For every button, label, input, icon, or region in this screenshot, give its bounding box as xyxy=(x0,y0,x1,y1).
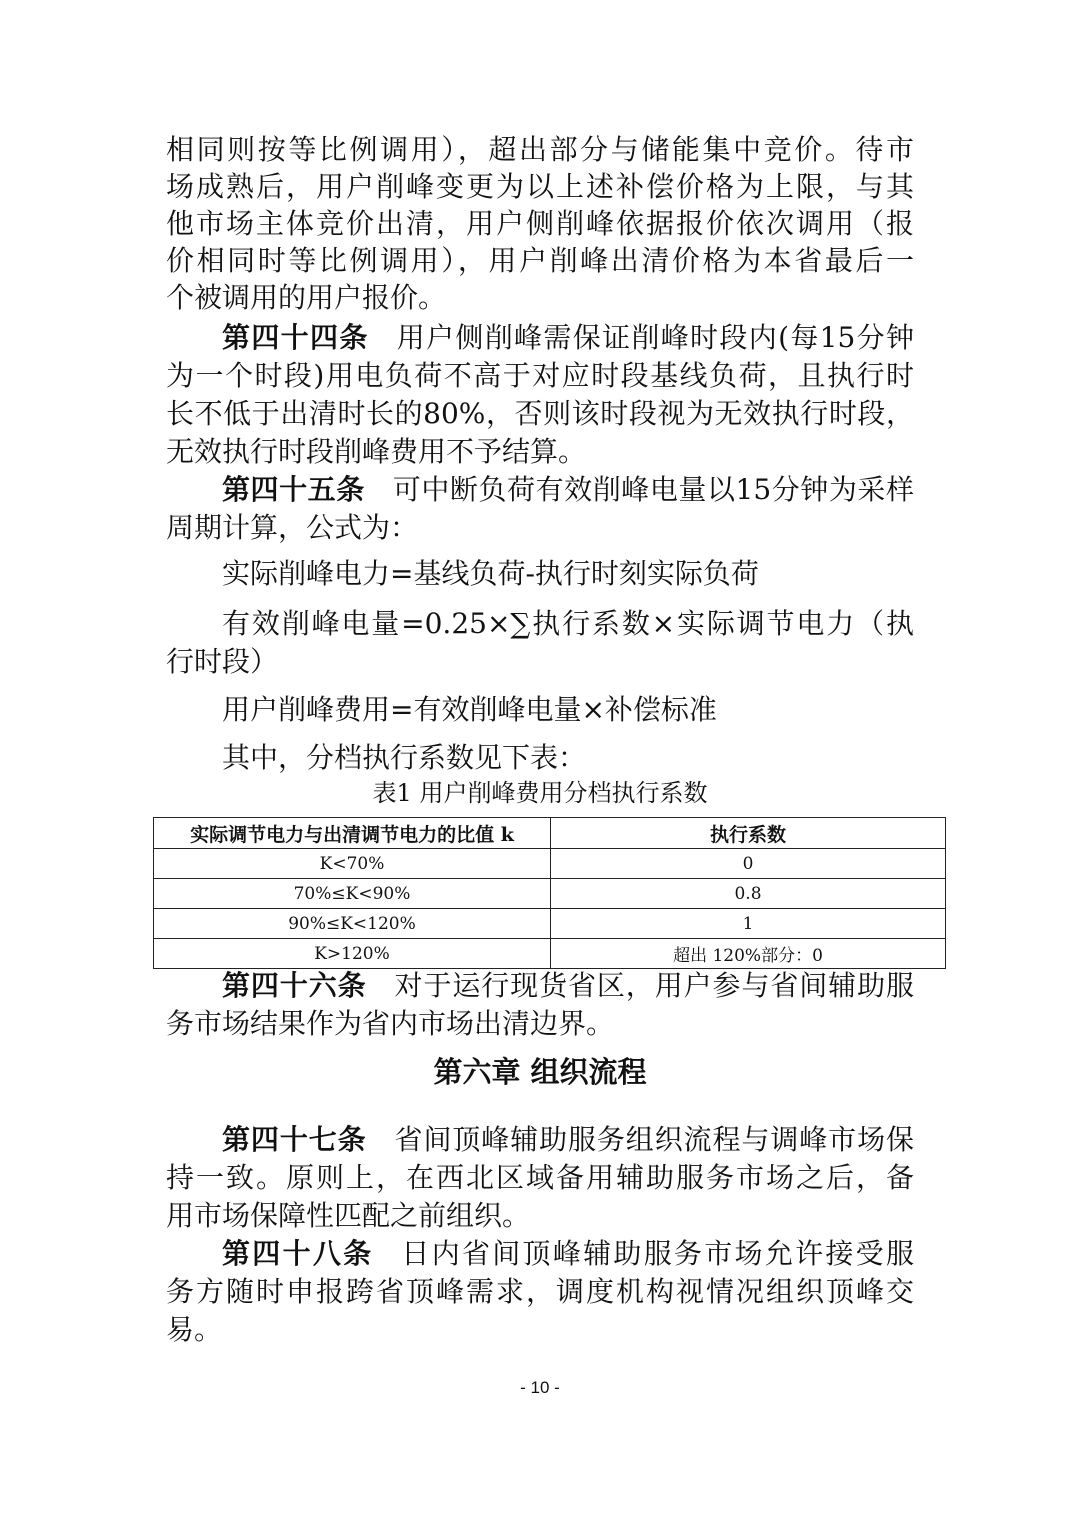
para-line: 个被调用的用户报价。 xyxy=(166,281,447,314)
article-44-text: 用户侧削峰需保证削峰时段内(每15分钟 xyxy=(396,321,914,354)
article-47-first-line xyxy=(222,1122,914,1158)
article-48-first-line xyxy=(222,1236,914,1272)
article-44-line: 为一个时段)用电负荷不高于对应时段基线负荷，且执行时 xyxy=(166,359,914,392)
formula-actual-peak-power: 实际削峰电力=基线负荷-执行时刻实际负荷 xyxy=(222,557,759,590)
article-44-line: 无效执行时段削峰费用不予结算。 xyxy=(166,435,587,468)
table-cell-coefficient: 超出 120%部分：0 xyxy=(551,939,946,969)
para-line: 相同则按等比例调用），超出部分与储能集中竞价。待市 xyxy=(166,133,914,166)
table-header-row xyxy=(154,818,946,849)
table-cell-coefficient: 1 xyxy=(551,909,946,939)
formula-user-fee: 用户削峰费用=有效削峰电量×补偿标准 xyxy=(222,693,717,726)
article-46-text: 对于运行现货省区，用户参与省间辅助服 xyxy=(394,969,914,1002)
table-cell-ratio: K>120% xyxy=(154,939,551,969)
article-44-label: 第四十四条 xyxy=(222,321,369,354)
formula-effective-energy-cont: 行时段） xyxy=(166,645,279,678)
article-48-label: 第四十八条 xyxy=(222,1237,374,1270)
article-47-text: 省间顶峰辅助服务组织流程与调峰市场保 xyxy=(394,1123,914,1156)
page-number: - 10 - xyxy=(520,1378,560,1397)
table-cell-coefficient: 0.8 xyxy=(551,879,946,909)
table-header-ratio: 实际调节电力与出清调节电力的比值 k xyxy=(154,818,551,849)
table-caption: 表1 用户削峰费用分档执行系数 xyxy=(372,779,708,807)
article-48-line: 易。 xyxy=(166,1313,223,1346)
table-cell-ratio: K<70% xyxy=(154,849,551,879)
article-48-text: 日内省间顶峰辅助服务市场允许接受服 xyxy=(401,1237,914,1270)
article-47-label: 第四十七条 xyxy=(222,1123,367,1156)
article-44-line: 长不低于出清时长的80%，否则该时段视为无效执行时段， xyxy=(166,397,914,430)
article-45-text: 可中断负荷有效削峰电量以15分钟为采样 xyxy=(392,473,914,506)
article-44-first-line xyxy=(222,320,914,356)
article-45-label: 第四十五条 xyxy=(222,473,365,506)
article-46-label: 第四十六条 xyxy=(222,969,367,1002)
table-intro: 其中，分档执行系数见下表： xyxy=(222,741,587,774)
para-line: 他市场主体竞价出清，用户侧削峰依据报价依次调用（报 xyxy=(166,207,914,240)
table-header-coefficient: 执行系数 xyxy=(551,818,946,849)
formula-effective-energy: 有效削峰电量=0.25×∑执行系数×实际调节电力（执 xyxy=(222,607,914,640)
article-45-line: 周期计算，公式为： xyxy=(166,511,419,544)
table-cell-ratio: 70%≤K<90% xyxy=(154,879,551,909)
article-46-line: 务市场结果作为省内市场出清边界。 xyxy=(166,1007,615,1040)
article-45-first-line xyxy=(222,472,914,508)
article-46-first-line xyxy=(222,968,914,1004)
coefficient-table xyxy=(153,817,946,969)
table-cell-coefficient: 0 xyxy=(551,849,946,879)
table-cell-ratio: 90%≤K<120% xyxy=(154,909,551,939)
table-row xyxy=(154,939,946,969)
table-row xyxy=(154,849,946,879)
para-line: 价相同时等比例调用），用户削峰出清价格为本省最后一 xyxy=(166,244,914,277)
article-48-line: 务方随时申报跨省顶峰需求，调度机构视情况组织顶峰交 xyxy=(166,1275,914,1308)
article-47-line: 用市场保障性匹配之前组织。 xyxy=(166,1199,531,1232)
table-row xyxy=(154,879,946,909)
table-row xyxy=(154,909,946,939)
para-line: 场成熟后，用户削峰变更为以上述补偿价格为上限，与其 xyxy=(166,170,914,203)
article-47-line: 持一致。原则上，在西北区域备用辅助服务市场之后，备 xyxy=(166,1161,914,1194)
chapter-title: 第六章 组织流程 xyxy=(433,1055,647,1089)
